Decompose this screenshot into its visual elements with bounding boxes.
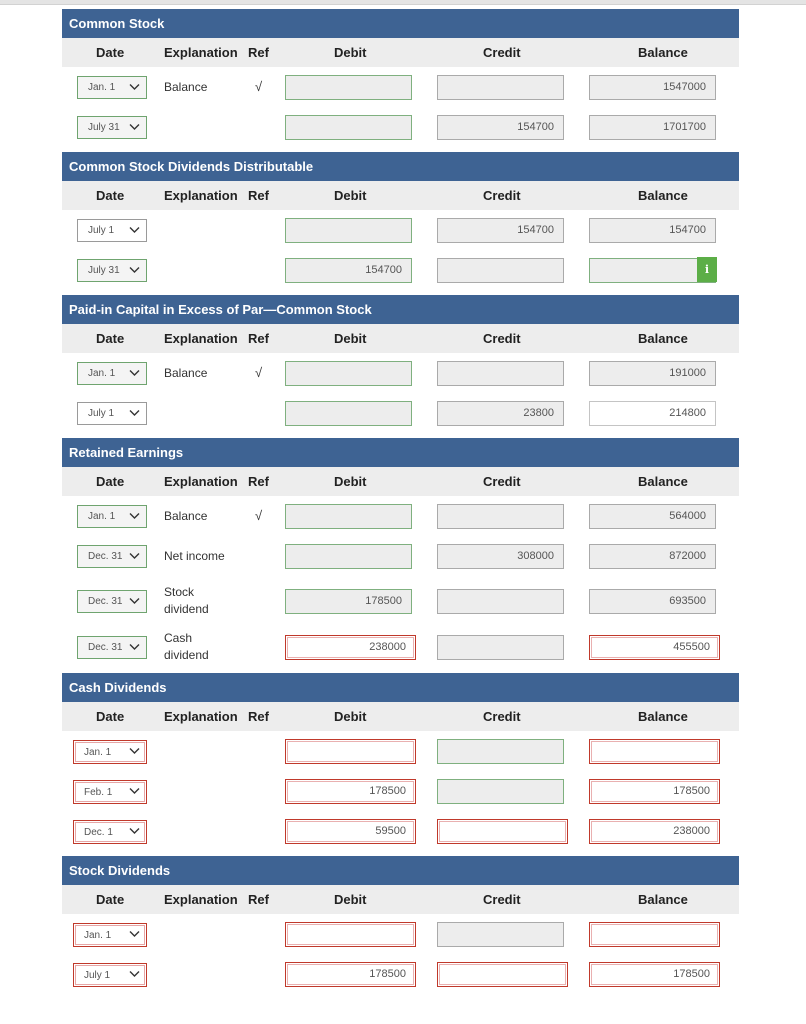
chevron-down-icon <box>129 368 140 378</box>
ref-checkmark: √ <box>255 365 263 380</box>
debit-input[interactable] <box>285 922 416 947</box>
column-header-debit: Debit <box>334 188 367 203</box>
ledger-row <box>62 544 739 569</box>
chevron-down-icon <box>129 551 140 561</box>
column-header-debit: Debit <box>334 709 367 724</box>
credit-input[interactable] <box>437 922 564 947</box>
balance-value: 178500 <box>673 968 710 980</box>
column-header-balance: Balance <box>638 892 688 907</box>
info-icon[interactable]: i <box>697 257 717 282</box>
explanation-text: Net income <box>164 549 225 563</box>
debit-input[interactable] <box>285 75 412 100</box>
balance-value: 1701700 <box>663 121 706 133</box>
balance-input[interactable] <box>589 589 716 614</box>
balance-input[interactable] <box>589 401 716 426</box>
chevron-down-icon <box>129 929 140 939</box>
balance-input[interactable] <box>589 218 716 243</box>
chevron-down-icon <box>129 82 140 92</box>
balance-input[interactable] <box>589 779 720 804</box>
ledger-row <box>62 75 739 100</box>
column-header-row <box>62 38 739 67</box>
column-header-debit: Debit <box>334 474 367 489</box>
debit-input[interactable] <box>285 401 412 426</box>
credit-input[interactable] <box>437 544 564 569</box>
date-value: Dec. 31 <box>88 596 123 607</box>
chevron-down-icon <box>129 642 140 652</box>
date-select[interactable] <box>77 636 147 659</box>
date-select[interactable] <box>77 76 147 99</box>
ref-checkmark: √ <box>255 508 263 523</box>
date-value: July 31 <box>88 122 120 133</box>
debit-input[interactable] <box>285 115 412 140</box>
debit-value: 59500 <box>375 825 406 837</box>
account-title: Common Stock <box>62 9 739 38</box>
column-header-date: Date <box>96 892 125 907</box>
explanation-text: Stock dividend <box>164 585 209 616</box>
balance-input[interactable] <box>589 361 716 386</box>
balance-input[interactable] <box>589 504 716 529</box>
column-header-row <box>62 467 739 496</box>
top-border <box>0 0 806 5</box>
credit-input[interactable] <box>437 819 568 844</box>
account-title: Stock Dividends <box>62 856 739 885</box>
account-paid-in-capital-in-excess-of-par-common-stock <box>62 295 739 438</box>
date-select[interactable] <box>73 780 147 804</box>
credit-input[interactable] <box>437 962 568 987</box>
credit-value: 154700 <box>517 224 554 236</box>
column-header-explanation: Explanation <box>164 188 238 203</box>
column-header-balance: Balance <box>638 331 688 346</box>
balance-input[interactable] <box>589 739 720 764</box>
date-select[interactable] <box>77 545 147 568</box>
chevron-down-icon <box>129 746 140 756</box>
balance-input[interactable] <box>589 115 716 140</box>
chevron-down-icon <box>129 969 140 979</box>
column-header-explanation: Explanation <box>164 709 238 724</box>
ledger-row <box>62 739 739 764</box>
debit-input[interactable] <box>285 544 412 569</box>
column-header-explanation: Explanation <box>164 45 238 60</box>
date-select[interactable] <box>77 505 147 528</box>
date-select[interactable] <box>77 362 147 385</box>
account-title: Common Stock Dividends Distributable <box>62 152 739 181</box>
debit-value: 178500 <box>369 968 406 980</box>
column-header-date: Date <box>96 188 125 203</box>
date-value: Dec. 31 <box>88 642 123 653</box>
credit-input[interactable] <box>437 589 564 614</box>
column-header-balance: Balance <box>638 188 688 203</box>
balance-input[interactable] <box>589 258 716 283</box>
column-header-row <box>62 181 739 210</box>
balance-input[interactable] <box>589 544 716 569</box>
explanation-text: Balance <box>164 80 208 94</box>
credit-input[interactable] <box>437 218 564 243</box>
column-header-explanation: Explanation <box>164 474 238 489</box>
chevron-down-icon <box>129 826 140 836</box>
column-header-ref: Ref <box>248 331 269 346</box>
column-header-row <box>62 702 739 731</box>
credit-input[interactable] <box>437 361 564 386</box>
date-value: Feb. 1 <box>84 786 113 798</box>
column-header-date: Date <box>96 474 125 489</box>
ledger-row <box>62 504 739 529</box>
balance-value: 178500 <box>673 785 710 797</box>
debit-input[interactable] <box>285 739 416 764</box>
column-header-balance: Balance <box>638 45 688 60</box>
credit-input[interactable] <box>437 258 564 283</box>
date-value: Dec. 1 <box>84 826 113 838</box>
date-select[interactable] <box>77 219 147 242</box>
debit-value: 178500 <box>365 595 402 607</box>
credit-input[interactable] <box>437 75 564 100</box>
explanation-text: Balance <box>164 366 208 380</box>
balance-value: 455500 <box>673 641 710 653</box>
ref-checkmark: √ <box>255 79 263 94</box>
ledger-row <box>62 115 739 140</box>
debit-input[interactable] <box>285 504 412 529</box>
date-value: July 1 <box>88 408 115 419</box>
column-header-credit: Credit <box>483 188 521 203</box>
balance-input[interactable] <box>589 922 720 947</box>
balance-value: 154700 <box>669 224 706 236</box>
ledger-row <box>62 962 739 987</box>
account-title: Cash Dividends <box>62 673 739 702</box>
column-header-date: Date <box>96 709 125 724</box>
date-value: Jan. 1 <box>88 368 116 379</box>
column-header-ref: Ref <box>248 709 269 724</box>
date-select[interactable] <box>77 116 147 139</box>
balance-value: 564000 <box>669 510 706 522</box>
chevron-down-icon <box>129 122 140 132</box>
date-value: July 1 <box>88 225 115 236</box>
column-header-balance: Balance <box>638 709 688 724</box>
credit-input[interactable] <box>437 401 564 426</box>
date-value: Jan. 1 <box>88 82 116 93</box>
credit-value: 308000 <box>517 550 554 562</box>
credit-input[interactable] <box>437 115 564 140</box>
debit-value: 154700 <box>365 264 402 276</box>
ledger-container <box>62 9 739 999</box>
credit-input[interactable] <box>437 635 564 660</box>
column-header-row <box>62 324 739 353</box>
date-select[interactable] <box>77 590 147 613</box>
balance-input[interactable] <box>589 962 720 987</box>
ledger-row <box>62 584 739 618</box>
ledger-row <box>62 779 739 804</box>
column-header-ref: Ref <box>248 45 269 60</box>
account-common-stock-dividends-distributable <box>62 152 739 295</box>
balance-value: 693500 <box>669 595 706 607</box>
debit-input[interactable] <box>285 361 412 386</box>
column-header-credit: Credit <box>483 709 521 724</box>
debit-input[interactable] <box>285 218 412 243</box>
date-value: Jan. 1 <box>84 929 112 941</box>
credit-value: 154700 <box>517 121 554 133</box>
ledger-row <box>62 258 739 283</box>
column-header-explanation: Explanation <box>164 892 238 907</box>
balance-value: 214800 <box>669 407 706 419</box>
explanation-text: Cash dividend <box>164 631 209 662</box>
column-header-date: Date <box>96 331 125 346</box>
debit-input[interactable] <box>285 819 416 844</box>
date-select[interactable] <box>73 923 147 947</box>
chevron-down-icon <box>129 786 140 796</box>
balance-value: 1547000 <box>663 81 706 93</box>
column-header-credit: Credit <box>483 331 521 346</box>
credit-input[interactable] <box>437 779 564 804</box>
credit-value: 23800 <box>523 407 554 419</box>
debit-value: 238000 <box>369 641 406 653</box>
account-title: Retained Earnings <box>62 438 739 467</box>
column-header-debit: Debit <box>334 45 367 60</box>
date-select[interactable] <box>73 820 147 844</box>
debit-value: 178500 <box>369 785 406 797</box>
account-title: Paid-in Capital in Excess of Par—Common Stock <box>62 295 739 324</box>
date-value: Jan. 1 <box>88 511 116 522</box>
date-value: Dec. 31 <box>88 551 123 562</box>
balance-value: 238000 <box>673 825 710 837</box>
balance-input[interactable] <box>589 75 716 100</box>
account-cash-dividends <box>62 673 739 856</box>
chevron-down-icon <box>129 408 140 418</box>
date-select[interactable] <box>77 402 147 425</box>
debit-input[interactable] <box>285 635 416 660</box>
column-header-credit: Credit <box>483 892 521 907</box>
ledger-row <box>62 819 739 844</box>
date-select[interactable] <box>73 963 147 987</box>
date-select[interactable] <box>73 740 147 764</box>
balance-value: 872000 <box>669 550 706 562</box>
account-stock-dividends <box>62 856 739 999</box>
credit-input[interactable] <box>437 739 564 764</box>
ledger-row <box>62 630 739 664</box>
chevron-down-icon <box>129 511 140 521</box>
debit-input[interactable] <box>285 589 412 614</box>
debit-input[interactable] <box>285 258 412 283</box>
column-header-credit: Credit <box>483 474 521 489</box>
ledger-row <box>62 218 739 243</box>
column-header-debit: Debit <box>334 892 367 907</box>
account-common-stock <box>62 9 739 152</box>
explanation-text: Balance <box>164 509 208 523</box>
column-header-date: Date <box>96 45 125 60</box>
ledger-row <box>62 361 739 386</box>
debit-input[interactable] <box>285 779 416 804</box>
column-header-explanation: Explanation <box>164 331 238 346</box>
ledger-row <box>62 922 739 947</box>
column-header-ref: Ref <box>248 474 269 489</box>
balance-value: 191000 <box>669 367 706 379</box>
column-header-row <box>62 885 739 914</box>
date-select[interactable] <box>77 259 147 282</box>
balance-input[interactable] <box>589 635 720 660</box>
ledger-row <box>62 401 739 426</box>
chevron-down-icon <box>129 265 140 275</box>
credit-input[interactable] <box>437 504 564 529</box>
chevron-down-icon <box>129 596 140 606</box>
date-value: July 1 <box>84 969 111 981</box>
date-value: July 31 <box>88 265 120 276</box>
date-value: Jan. 1 <box>84 746 112 758</box>
column-header-ref: Ref <box>248 892 269 907</box>
column-header-ref: Ref <box>248 188 269 203</box>
balance-input[interactable] <box>589 819 720 844</box>
column-header-credit: Credit <box>483 45 521 60</box>
column-header-debit: Debit <box>334 331 367 346</box>
chevron-down-icon <box>129 225 140 235</box>
debit-input[interactable] <box>285 962 416 987</box>
account-retained-earnings <box>62 438 739 673</box>
column-header-balance: Balance <box>638 474 688 489</box>
